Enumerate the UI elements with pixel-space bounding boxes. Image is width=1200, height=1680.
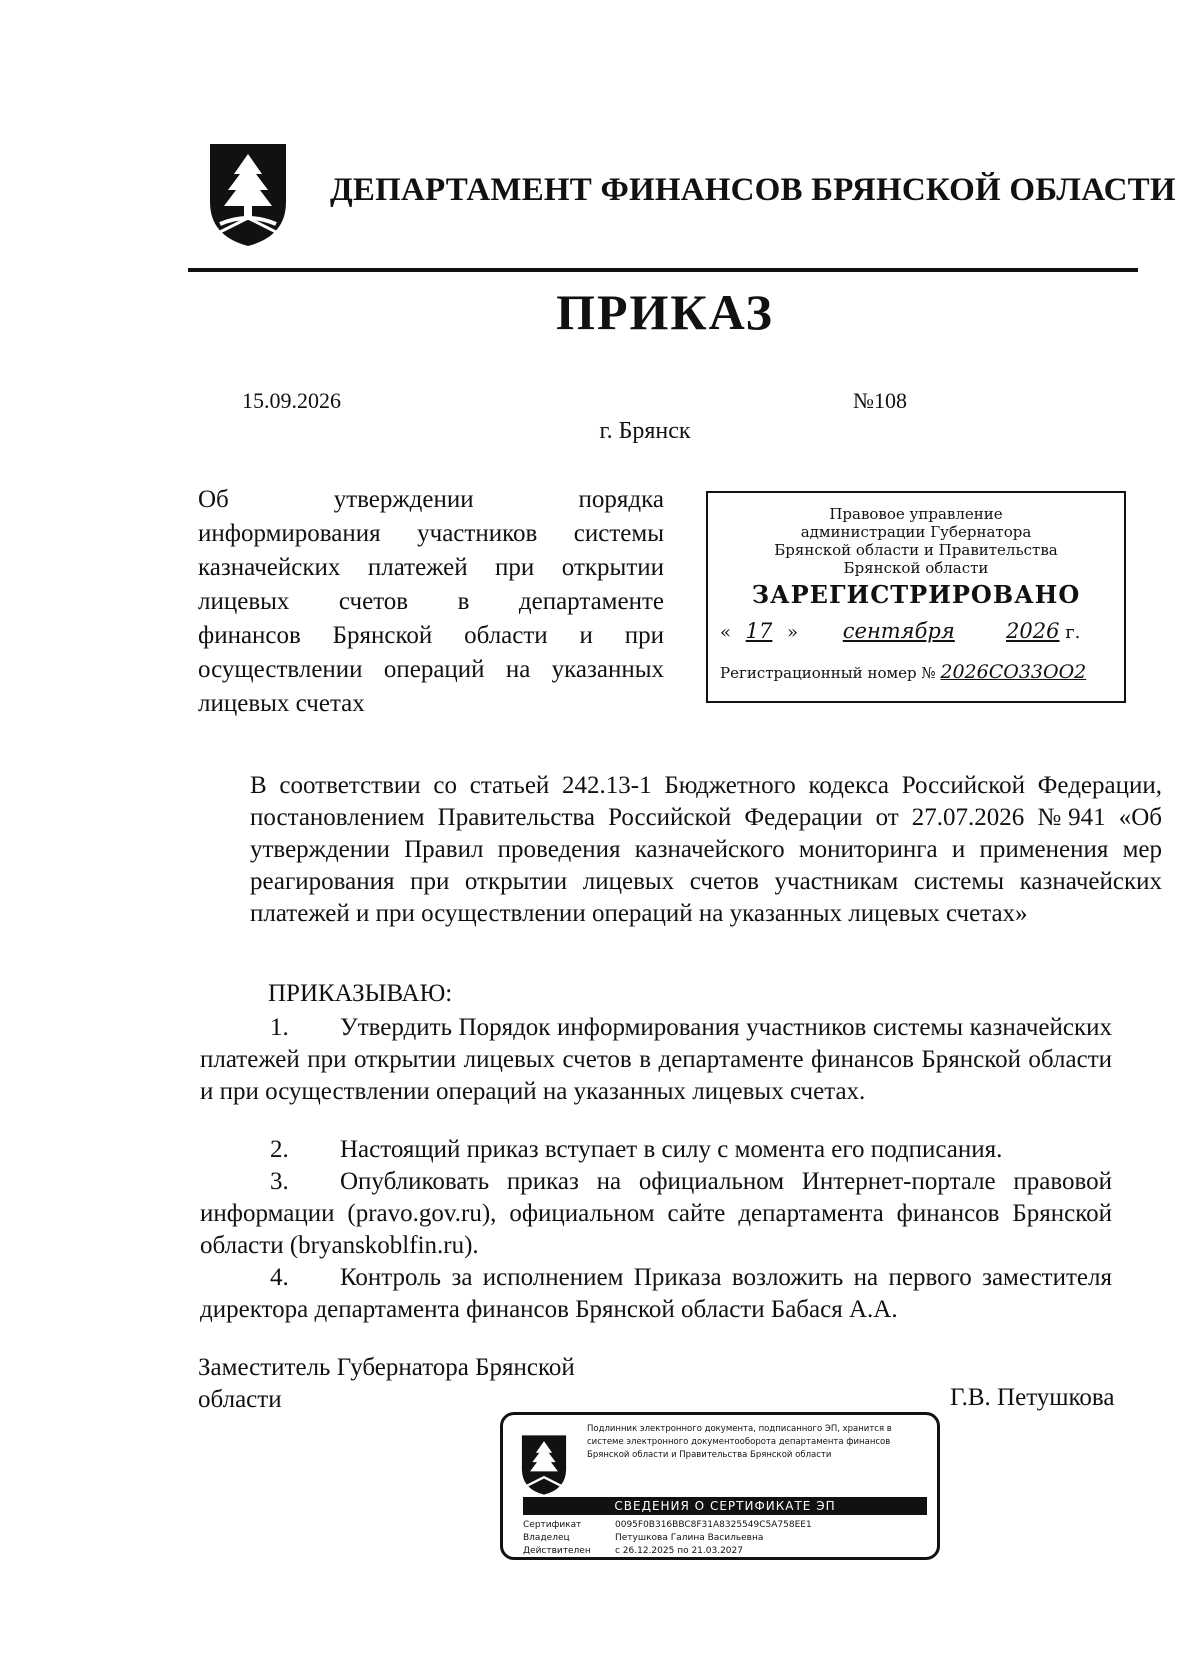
e-signature-cert-row <box>523 1519 927 1531</box>
order-item <box>200 1166 1112 1262</box>
stamp-status: ЗАРЕГИСТРИРОВАНО <box>751 580 1081 609</box>
order-item-number: 1. <box>270 1014 289 1041</box>
e-signature-owner-value: Петушкова Галина Васильевна <box>615 1533 764 1543</box>
signatory-position-line: области <box>198 1386 282 1413</box>
order-item-text: Опубликовать приказ на официальном Интернет-портале правовой информации (pravo.gov.ru), официальном сайте департамента финансов Брянской области (bryanskoblfin.ru). <box>200 1168 1112 1259</box>
document-city: г. Брянск <box>599 418 691 444</box>
document-title: ПРИКАЗ <box>556 284 774 340</box>
e-signature-validity-row <box>523 1545 927 1557</box>
stamp-reg-number: 2026СО33ОО2 <box>940 661 1087 683</box>
e-signature-stamp <box>500 1412 940 1560</box>
header-divider <box>188 268 1138 272</box>
coat-of-arms-icon <box>206 140 290 250</box>
e-signature-cert-value: 0095F0B316BBC8F31A8325549C5A758EE1 <box>615 1520 812 1530</box>
order-item-text: Контроль за исполнением Приказа возложить на первого заместителя директора департамента финансов Брянской области Бабася А.А. <box>200 1264 1112 1323</box>
signatory-position <box>198 1352 648 1416</box>
stamp-date: « 17 » сентября 2026 г. <box>720 619 1081 643</box>
e-signature-cert-label: Сертификат <box>523 1520 582 1530</box>
subject-line: финансов Брянской области и при <box>198 622 664 649</box>
preamble-paragraph: В соответствии со статьей 242.13-1 Бюджетного кодекса Российской Федерации, постановлением Правительства Российской Федерации от 27.07.2026 №941 «Об утверждении Правил проведения казначейского мониторинга и применения мер реагирования при открытии лицевых счетов участникам системы казначейских платежей и при осуществлении операций на указанных лицевых счетах» <box>250 772 1162 927</box>
subject-line: лицевых счетах <box>198 690 365 717</box>
order-keyword: ПРИКАЗЫВАЮ: <box>268 980 453 1007</box>
stamp-org-line: Брянской области и Правительства <box>774 541 1058 559</box>
order-item <box>200 1012 1112 1108</box>
subject-line: казначейских платежей при открытии <box>198 554 664 581</box>
department-name: ДЕПАРТАМЕНТ ФИНАНСОВ БРЯНСКОЙ ОБЛАСТИ <box>330 172 1176 208</box>
subject-line: лицевых счетов в департаменте <box>198 588 664 615</box>
order-item <box>200 1262 1112 1326</box>
order-item <box>200 1134 1112 1166</box>
stamp-month: сентября <box>842 619 955 643</box>
stamp-org-line: администрации Губернатора <box>800 523 1032 541</box>
registration-stamp <box>706 491 1126 703</box>
signatory-name: Г.В. Петушкова <box>950 1384 1115 1411</box>
order-item-text: Настоящий приказ вступает в силу с момента его подписания. <box>340 1136 1003 1163</box>
stamp-year: 2026 <box>1006 619 1060 643</box>
stamp-reg-label: Регистрационный номер № <box>720 664 936 682</box>
document-number: №108 <box>853 388 907 413</box>
e-signature-header: СВЕДЕНИЯ О СЕРТИФИКАТЕ ЭП <box>523 1497 927 1515</box>
subject-line: информирования участников системы <box>198 520 664 547</box>
document-date: 15.09.2026 <box>242 388 341 413</box>
order-item-number: 4. <box>270 1264 289 1291</box>
coat-of-arms-icon <box>517 1433 571 1497</box>
order-item-number: 2. <box>270 1136 289 1163</box>
order-item-number: 3. <box>270 1168 289 1195</box>
stamp-reg-number-row <box>720 661 1120 683</box>
signatory-position-line: Заместитель Губернатора Брянской <box>198 1354 575 1381</box>
e-signature-valid-value: с 26.12.2025 по 21.03.2027 <box>615 1546 743 1556</box>
stamp-day: 17 <box>745 619 773 643</box>
order-item-text: Утвердить Порядок информирования участников системы казначейских платежей при открытии лицевых счетов в департаменте финансов Брянской области и при осуществлении операций на указанных лицевых счетах. <box>200 1014 1112 1105</box>
subject-line: осуществлении операций на указанных <box>198 656 664 683</box>
e-signature-valid-label: Действителен <box>523 1546 591 1556</box>
e-signature-text: Подлинник электронного документа, подписанного ЭП, хранится в системе электронного документооборота департамента финансов Брянской области и Правительства Брянской области <box>587 1424 892 1460</box>
stamp-org-line: Брянской области <box>843 559 989 577</box>
subject-line: Об утверждении порядка <box>198 486 664 513</box>
stamp-org-line: Правовое управление <box>829 505 1003 523</box>
document-subject <box>198 483 664 721</box>
e-signature-owner-label: Владелец <box>523 1533 570 1543</box>
stamp-year-suffix: г. <box>1065 622 1081 643</box>
e-signature-owner-row <box>523 1532 927 1544</box>
